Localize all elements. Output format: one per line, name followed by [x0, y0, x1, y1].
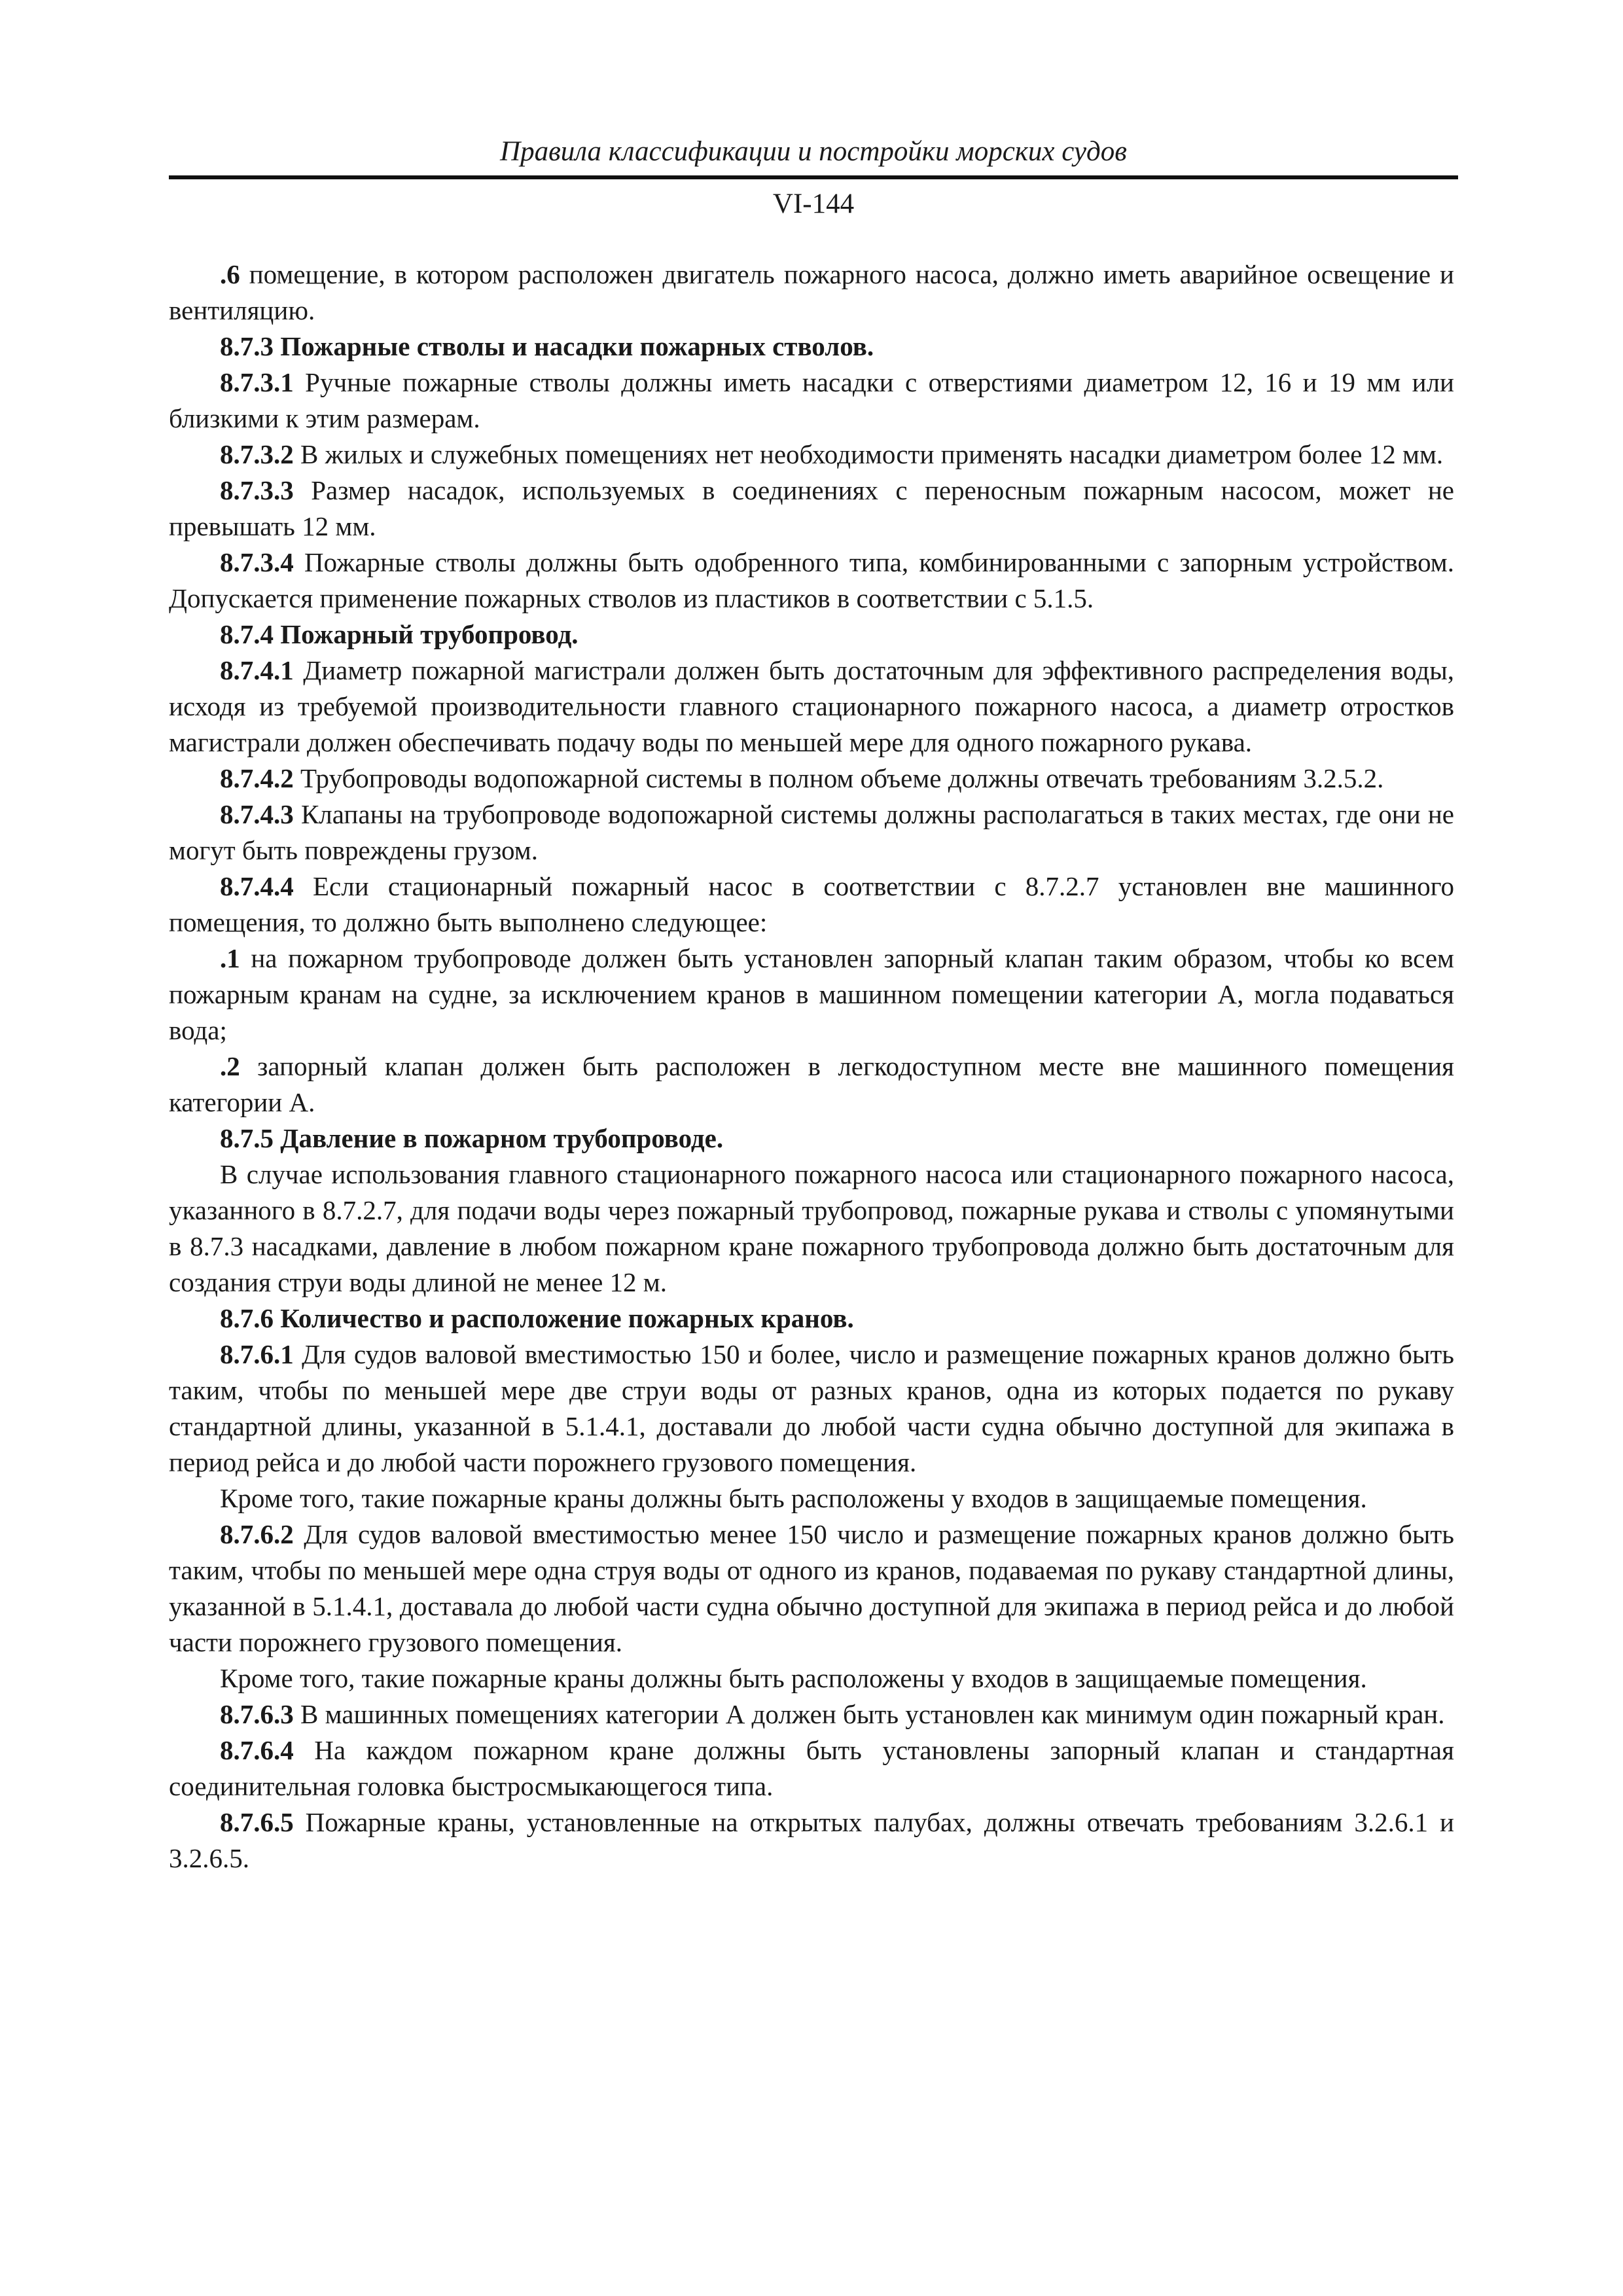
paragraph-number: 8.7.6.5 — [220, 1807, 294, 1837]
paragraph-text: В машинных помещениях категории А должен быть установлен как минимум один пожарный кран. — [293, 1699, 1445, 1729]
paragraph — [169, 1804, 1454, 1876]
paragraph-number: 8.7.4.4 — [220, 871, 294, 901]
paragraph-text: Для судов валовой вместимостью менее 150 число и размещение пожарных кранов должно быть таким, чтобы по меньшей мере одна струя воды от одного из кранов, подаваемая по рукаву стандартной длины, указанной в 5.1.4.1, доставала до любой части судна обычно доступной для экипажа в период рейса и до любой части порожнего грузового помещения. — [169, 1519, 1454, 1657]
paragraph-text: В жилых и служебных помещениях нет необходимости применять насадки диаметром более 12 мм. — [293, 439, 1444, 469]
paragraph — [169, 761, 1454, 797]
section-heading-text: 8.7.5 Давление в пожарном трубопроводе. — [220, 1123, 724, 1153]
section-heading — [169, 1121, 1454, 1157]
paragraph — [169, 797, 1454, 869]
header-rule — [169, 175, 1458, 179]
paragraph-number: 8.7.4.1 — [220, 655, 294, 685]
page-number: VI-144 — [772, 188, 855, 219]
paragraph-text: помещение, в котором расположен двигатель пожарного насоса, должно иметь аварийное освещение и вентиляцию. — [169, 259, 1454, 325]
paragraph-number: 8.7.3.1 — [220, 367, 294, 397]
paragraph-text: Если стационарный пожарный насос в соответствии с 8.7.2.7 установлен вне машинного помещения, то должно быть выполнено следующее: — [169, 871, 1454, 937]
list-item — [169, 941, 1454, 1049]
paragraph-text: Кроме того, такие пожарные краны должны быть расположены у входов в защищаемые помещения. — [220, 1663, 1367, 1693]
paragraph-number: .6 — [220, 259, 240, 289]
paragraph — [169, 473, 1454, 545]
paragraph-text: Клапаны на трубопроводе водопожарной системы должны располагаться в таких местах, где они не могут быть повреждены грузом. — [169, 799, 1454, 865]
paragraph — [169, 545, 1454, 617]
paragraph-number: 8.7.6.2 — [220, 1519, 294, 1549]
paragraph — [169, 653, 1454, 761]
section-heading-text: 8.7.6 Количество и расположение пожарных кранов. — [220, 1303, 854, 1333]
paragraph-text: Пожарные стволы должны быть одобренного типа, комбинированными с запорным устройством. Допускается применение пожарных стволов из пластиков в соответствии с 5.1.5. — [169, 547, 1454, 613]
list-item-number: .2 — [220, 1051, 240, 1081]
paragraph — [169, 1732, 1454, 1804]
paragraph-number: 8.7.3.2 — [220, 439, 294, 469]
section-heading — [169, 1300, 1454, 1336]
paragraph-number: 8.7.6.3 — [220, 1699, 294, 1729]
body-text — [169, 257, 1454, 1876]
paragraph — [169, 869, 1454, 941]
section-heading — [169, 329, 1454, 365]
paragraph — [169, 1157, 1454, 1300]
paragraph-text: запорный клапан должен быть расположен в легкодоступном месте вне машинного помещения категории А. — [169, 1051, 1454, 1117]
paragraph-text: Диаметр пожарной магистрали должен быть достаточным для эффективного распределения воды, исходя из требуемой производительности главного стационарного пожарного насоса, а диаметр отростков магистрали должен обеспечивать подачу воды по меньшей мере для одного пожарного рукава. — [169, 655, 1454, 757]
paragraph — [169, 1696, 1454, 1732]
paragraph-number: 8.7.4.3 — [220, 799, 294, 829]
paragraph — [169, 1480, 1454, 1516]
paragraph — [169, 1336, 1454, 1480]
paragraph-text: на пожарном трубопроводе должен быть установлен запорный клапан таким образом, чтобы ко всем пожарным кранам на судне, за исключением кранов в машинном помещении категории А, могла подаваться вода; — [169, 943, 1454, 1045]
paragraph-text: Кроме того, такие пожарные краны должны быть расположены у входов в защищаемые помещения. — [220, 1483, 1367, 1513]
paragraph-number: 8.7.4.2 — [220, 763, 294, 793]
section-heading-text: 8.7.4 Пожарный трубопровод. — [220, 619, 579, 649]
paragraph — [169, 257, 1454, 329]
paragraph-text: На каждом пожарном кране должны быть установлены запорный клапан и стандартная соединительная головка быстросмыкающегося типа. — [169, 1735, 1454, 1801]
paragraph — [169, 365, 1454, 437]
paragraph-text: Размер насадок, используемых в соединениях с переносным пожарным насосом, может не превышать 12 мм. — [169, 475, 1454, 541]
paragraph-text: Для судов валовой вместимостью 150 и более, число и размещение пожарных кранов должно быть таким, чтобы по меньшей мере две струи воды от разных кранов, одна из которых подается по рукаву стандартной длины, указанной в 5.1.4.1, доставали до любой части судна обычно доступной для экипажа в период рейса и до любой части порожнего грузового помещения. — [169, 1339, 1454, 1477]
list-item-number: .1 — [220, 943, 240, 973]
paragraph-text: В случае использования главного стационарного пожарного насоса или стационарного пожарного насоса, указанного в 8.7.2.7, для подачи воды через пожарный трубопровод, пожарные рукава и стволы с упомянутыми в 8.7.3 насадками, давление в любом пожарном кране пожарного трубопровода должно быть достаточным для создания струи воды длиной не менее 12 м. — [169, 1159, 1454, 1297]
paragraph-text: Пожарные краны, установленные на открытых палубах, должны отвечать требованиям 3.2.6.1 и 3.2.6.5. — [169, 1807, 1454, 1873]
section-heading-text: 8.7.3 Пожарные стволы и насадки пожарных стволов. — [220, 331, 874, 361]
paragraph-text: Трубопроводы водопожарной системы в полном объеме должны отвечать требованиям 3.2.5.2. — [293, 763, 1384, 793]
section-heading — [169, 617, 1454, 653]
paragraph — [169, 1516, 1454, 1660]
paragraph-number: 8.7.6.1 — [220, 1339, 294, 1369]
paragraph-number: 8.7.3.3 — [220, 475, 294, 505]
paragraph-number: 8.7.6.4 — [220, 1735, 294, 1765]
running-header: Правила классификации и постройки морских судов — [500, 136, 1127, 167]
list-item — [169, 1049, 1454, 1121]
paragraph — [169, 1660, 1454, 1696]
paragraph — [169, 437, 1454, 473]
paragraph-number: 8.7.3.4 — [220, 547, 294, 577]
paragraph-text: Ручные пожарные стволы должны иметь насадки с отверстиями диаметром 12, 16 и 19 мм или близкими к этим размерам. — [169, 367, 1454, 433]
